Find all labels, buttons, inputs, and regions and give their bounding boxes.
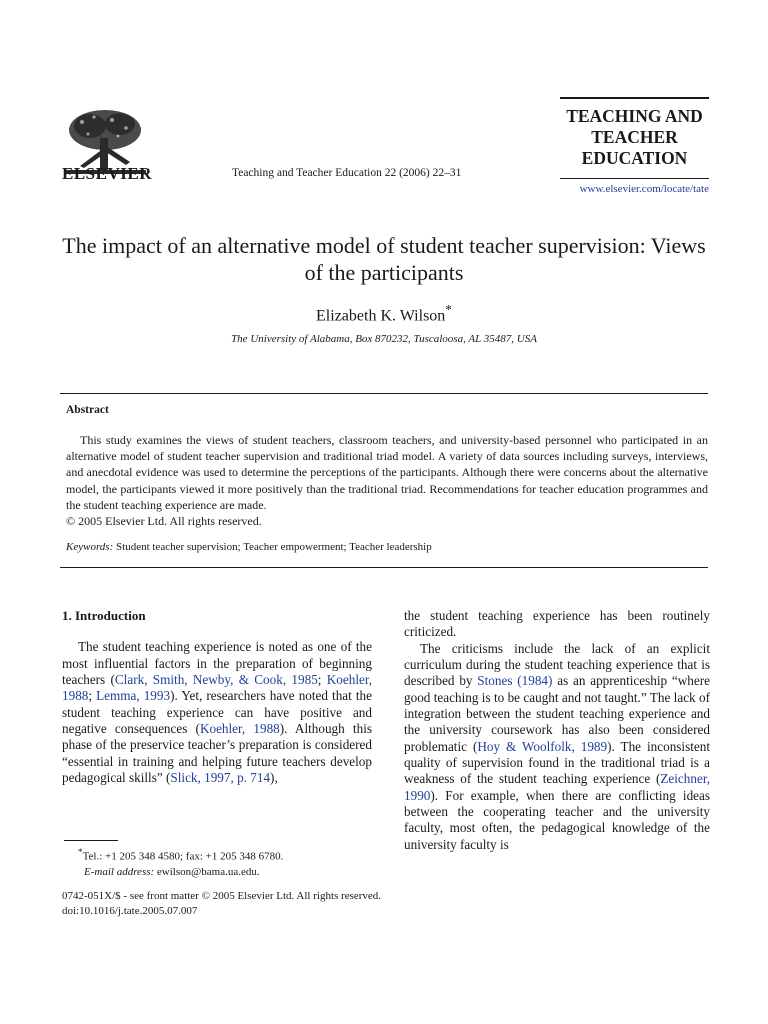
keywords-list: Student teacher supervision; Teacher empowerment; Teacher leadership xyxy=(116,541,432,553)
email-address[interactable]: ewilson@bama.ua.edu. xyxy=(156,865,260,878)
text-run: ). Yet, researchers have noted that the student teaching experience can have positive and negative consequences ( xyxy=(62,688,372,737)
text-run: ). The inconsistent quality of supervision found in the traditional triad is a weakness of the student teaching experience ( xyxy=(404,738,711,787)
text-run: The criticisms include the lack of an explicit curriculum during the student teaching experience that is described by xyxy=(404,640,710,689)
footnote-contact: Tel.: +1 205 348 4580; fax: +1 205 348 6780. xyxy=(82,850,284,863)
abstract-rule-top xyxy=(60,393,708,394)
text-run: ). For example, when there are conflicting ideas between the cooperating teacher and the university faculty, most often, the pedagogical knowledge of the university faculty is xyxy=(404,787,710,852)
author-affiliation: The University of Alabama, Box 870232, Tuscaloosa, AL 35487, USA xyxy=(231,333,537,345)
citation-link[interactable]: Stones (1984) xyxy=(477,673,553,689)
text-run: ; xyxy=(317,672,327,688)
text-run: The student teaching experience is noted as one of the most influential factors in the preparation of beginning teachers ( xyxy=(62,639,372,688)
citation-link[interactable]: Koehler, 1988 xyxy=(62,672,373,704)
author-name: Elizabeth K. Wilson xyxy=(316,307,446,325)
footnote-rule xyxy=(64,840,118,841)
author-line xyxy=(60,302,708,325)
publisher-name: ELSEVIER xyxy=(62,164,152,183)
abstract-heading: Abstract xyxy=(66,404,109,416)
abstract-copyright: © 2005 Elsevier Ltd. All rights reserved. xyxy=(66,514,262,529)
doi-line[interactable]: doi:10.1016/j.tate.2005.07.007 xyxy=(62,905,198,917)
footnote-email-line xyxy=(78,865,283,880)
footnote-contact-line xyxy=(78,845,283,865)
intro-paragraph-2 xyxy=(404,641,710,853)
abstract-text: This study examines the views of student teachers, classroom teachers, and university-based personnel who participated in an alternative model of student teacher supervision and traditional triad model. A variety of data sources including surveys, interviews, and anecdotal evidence was used to determine the perceptions of the participants. Although there were concerns about the alternative model, the participants viewed it more positively than the traditional triad. Recommendations for teacher education programmes and the student teaching experience are made. xyxy=(66,433,708,512)
author-footnote xyxy=(78,845,283,880)
section-heading-introduction: 1. Introduction xyxy=(62,608,146,623)
journal-reference: Teaching and Teacher Education 22 (2006) 22–31 xyxy=(232,167,462,179)
body-column-right xyxy=(404,608,710,853)
author-footnote-mark[interactable]: * xyxy=(445,302,452,317)
journal-masthead-title: TEACHING AND TEACHER EDUCATION xyxy=(566,106,703,168)
front-matter xyxy=(62,889,381,919)
citation-link[interactable]: Zeichner, 1990 xyxy=(404,771,710,803)
body-column-left xyxy=(62,608,372,786)
email-label: E-mail address: xyxy=(84,865,155,878)
citation-link[interactable]: Lemma, 1993 xyxy=(96,688,171,704)
citation-link[interactable]: Slick, 1997, p. 714 xyxy=(170,770,271,786)
text-run: ), xyxy=(270,770,278,786)
intro-paragraph-1 xyxy=(62,639,372,786)
citation-link[interactable]: Hoy & Woolfolk, 1989 xyxy=(477,738,608,754)
article-title: The impact of an alternative model of student teacher supervision: Views of the participants xyxy=(62,233,706,285)
text-run: ; xyxy=(88,688,97,704)
intro-paragraph-1-continued: the student teaching experience has been routinely criticized. xyxy=(404,608,710,640)
abstract-body xyxy=(66,432,708,529)
keywords-label: Keywords: xyxy=(66,541,114,553)
footnote-mark: * xyxy=(78,847,83,857)
masthead-rule-bottom xyxy=(560,178,709,179)
text-run: as an apprenticeship “where good teaching is to be caught and not taught.” The lack of integration between the student teaching experience and the university coursework has also been considered problematic ( xyxy=(404,673,710,754)
citation-link[interactable]: Clark, Smith, Newby, & Cook, 1985 xyxy=(114,672,318,688)
journal-url-link[interactable]: www.elsevier.com/locate/tate xyxy=(579,183,709,195)
issn-line: 0742-051X/$ - see front matter © 2005 Elsevier Ltd. All rights reserved. xyxy=(62,890,382,902)
abstract-rule-bottom xyxy=(60,567,708,568)
masthead-rule-top xyxy=(560,97,709,99)
keywords-line xyxy=(66,541,708,553)
text-run: ). Although this phase of the preservice teacher’s preparation is considered “essential in training and helping future teachers develop pedagogical skills” ( xyxy=(62,721,372,786)
citation-link[interactable]: Koehler, 1988 xyxy=(199,721,280,737)
